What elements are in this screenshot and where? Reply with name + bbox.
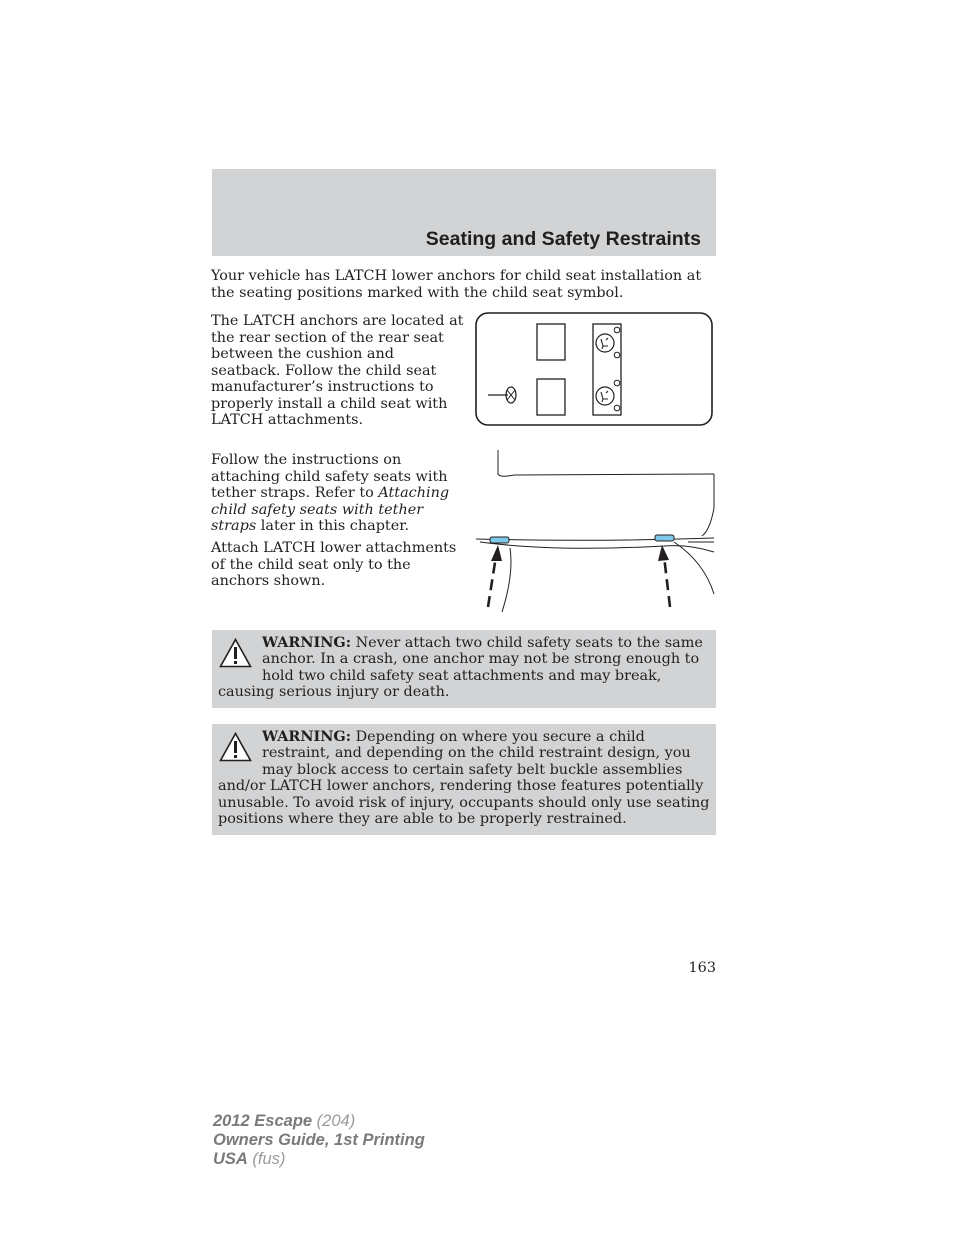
warning-body: Never attach two child safety seats to the same anchor. In a crash, one anchor may not be strong enough to hold two child safety seat attachments and may break, causing serious injury or death. xyxy=(218,635,703,701)
seatback-outline xyxy=(498,450,714,476)
child-seat-symbol-icon xyxy=(596,387,614,405)
seating-diagram xyxy=(474,310,716,430)
arrow-left xyxy=(488,545,502,607)
seatback-side xyxy=(702,474,714,536)
cushion-fold-left xyxy=(502,548,511,612)
warning-body: Depending on where you secure a child restraint, and depending on the child restraint design, you may block access to certain safety belt buckle assemblies and/or LATCH lower anchors, rendering those features potentially unusable. To avoid risk of injury, occupants should only use seating positions where they are able to be properly restrained. xyxy=(218,729,710,828)
tether-text-end: later in this chapter. xyxy=(256,518,410,534)
section-header xyxy=(212,169,716,256)
warning-label: WARNING: xyxy=(262,634,352,651)
warning-label: WARNING: xyxy=(262,728,352,745)
front-seat-left xyxy=(537,379,565,415)
latch-location-paragraph: The LATCH anchors are located at the rear section of the rear seat between the cushion and seatback. Follow the child seat manufacturer’s instructions to properly install a child seat with LATCH attachments. xyxy=(211,313,464,428)
vehicle-outline xyxy=(476,313,712,425)
tether-paragraph xyxy=(211,452,466,535)
attach-paragraph: Attach LATCH lower attachments of the child seat only to the anchors shown. xyxy=(211,540,457,589)
footer-model: 2012 Escape xyxy=(213,1112,313,1130)
footer-market: USA xyxy=(213,1150,248,1168)
anchor-markers xyxy=(614,327,620,411)
latch-anchor-right xyxy=(655,535,674,541)
footer-model-line xyxy=(213,1112,425,1131)
warning-box-2 xyxy=(212,724,716,835)
intro-paragraph: Your vehicle has LATCH lower anchors for child seat installation at the seating positions marked with the child seat symbol. xyxy=(211,268,702,301)
warning-text-2 xyxy=(218,729,710,827)
footer-guide: Owners Guide, 1st Printing xyxy=(213,1131,425,1149)
footer-market-code: (fus) xyxy=(247,1150,286,1168)
arrow-right xyxy=(658,545,670,607)
warning-triangle-icon xyxy=(219,732,252,762)
seat-bight-line xyxy=(476,538,714,540)
latch-anchor-left xyxy=(490,537,509,543)
warning-text-1 xyxy=(218,635,710,701)
footer-market-line xyxy=(213,1150,425,1169)
steering-wheel-icon xyxy=(488,387,516,403)
warning-triangle-icon xyxy=(219,638,252,668)
tether-reference: Attaching child safety seats with tether straps xyxy=(211,485,450,534)
warning-box-1 xyxy=(212,630,716,708)
page-number: 163 xyxy=(688,960,716,976)
footer-model-code: (204) xyxy=(312,1112,356,1130)
child-seat-symbol-icon xyxy=(596,334,614,352)
front-seat-right xyxy=(537,324,565,360)
cushion-edge xyxy=(480,542,714,552)
footer-guide-line xyxy=(213,1131,425,1150)
tether-text: Follow the instructions on attaching child safety seats with tether straps. Refer to xyxy=(211,452,448,501)
document-footer xyxy=(213,1112,425,1169)
latch-anchor-illustration xyxy=(474,444,716,612)
section-title: Seating and Safety Restraints xyxy=(425,228,701,250)
